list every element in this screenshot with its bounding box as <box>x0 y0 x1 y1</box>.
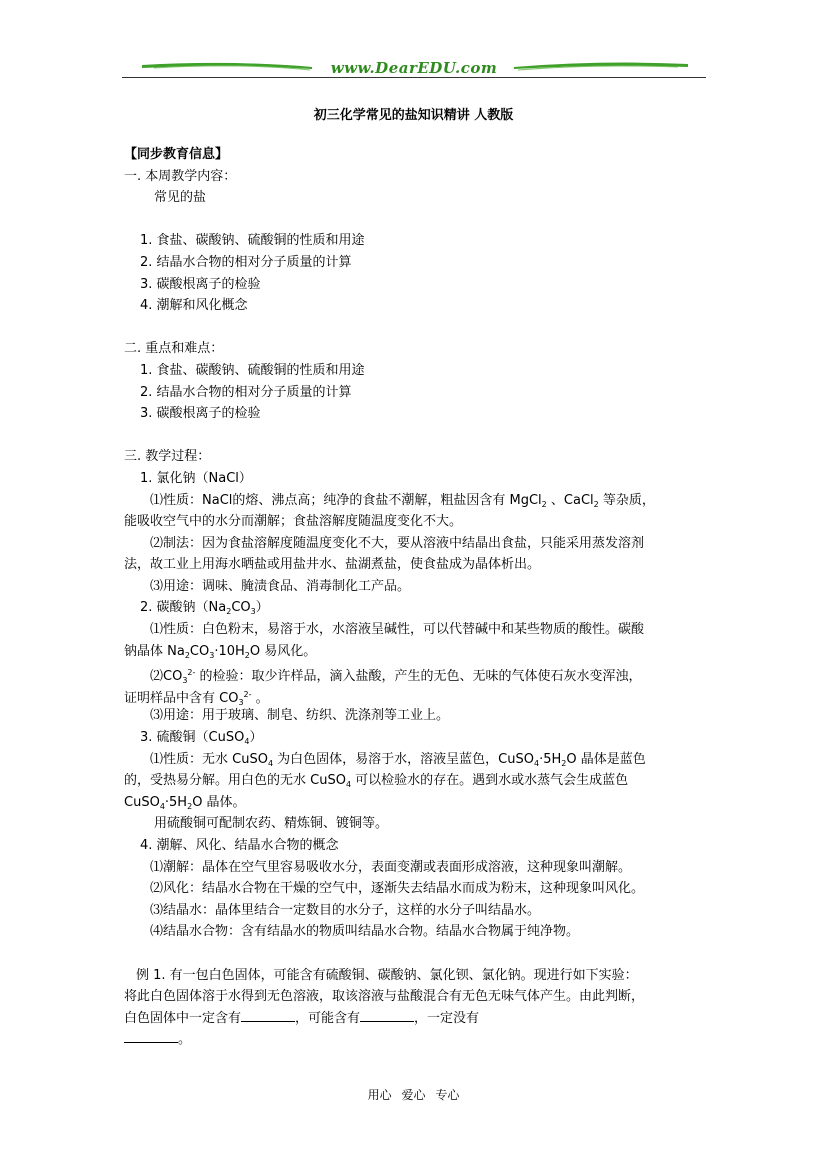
paragraph: ⑶用途：调味、腌渍食品、消毒制化工产品。 <box>150 578 411 594</box>
paragraph: ⑴性质：白色粉末，易溶于水，水溶液呈碱性，可以代替碱中和某些物质的酸性。碳酸 <box>150 622 645 638</box>
paragraph: ⑵制法：因为食盐溶解度随温度变化不大，要从溶液中结晶出食盐，只能采用蒸发溶剂 <box>150 535 645 551</box>
list-item: 2. 结晶水合物的相对分子质量的计算 <box>140 254 352 270</box>
example-question: 例 1. 有一包白色固体，可能含有硫酸铜、碳酸钠、氯化钡、氯化钠。现进行如下实验： <box>136 967 638 983</box>
paragraph: 能吸收空气中的水分而潮解；食盐溶解度随温度变化不大。 <box>124 514 463 530</box>
paragraph: ⑴性质：NaCl的熔、沸点高；纯净的食盐不潮解，粗盐因含有 MgCl$_2$ 、CaCl$_2$ 等杂质， <box>150 492 655 509</box>
page-footer <box>0 1086 827 1103</box>
list-item: 3. 碳酸根离子的检验 <box>140 276 261 292</box>
paragraph: 用硫酸铜可配制农药、精炼铜、镀铜等。 <box>154 816 389 832</box>
list-item: 3. 碳酸根离子的检验 <box>140 406 261 422</box>
paragraph: ⑵风化：结晶水合物在干燥的空气中，逐渐失去结晶水而成为粉末，这种现象叫风化。 <box>150 881 645 897</box>
paragraph: $⑵CO_3^{2-}$ 的检验：取少许样品，滴入盐酸，产生的无色、无味的气体使石灰水变浑浊， <box>150 668 642 686</box>
heading-3: 三. 教学过程： <box>124 449 211 465</box>
section-tag: 【同步教育信息】 <box>124 147 229 162</box>
section-nacl-title: 1. 氯化钠（NaCl） <box>140 470 252 486</box>
footer-text: 用心 <box>367 1088 392 1102</box>
topic: 常见的盐 <box>154 190 207 206</box>
paragraph: ⑶结晶水：晶体里结合一定数目的水分子，这样的水分子叫结晶水。 <box>150 902 541 918</box>
header-rule <box>122 77 706 78</box>
paragraph: 证明样品中含有 $CO_3^{2-}$ 。 <box>124 689 269 707</box>
list-item: 1. 食盐、碳酸钠、硫酸铜的性质和用途 <box>140 362 365 378</box>
section-concepts-title: 4. 潮解、风化、结晶水合物的概念 <box>140 838 339 853</box>
document-body <box>124 144 714 1051</box>
paragraph: 的，受热易分解。用白色的无水 CuSO$_4$ 可以检验水的存在。遇到水或水蒸气会生成蓝色 <box>124 773 629 790</box>
footer-text: 爱心 <box>401 1088 426 1102</box>
list-item: 1. 食盐、碳酸钠、硫酸铜的性质和用途 <box>140 233 365 249</box>
answer-blank <box>241 1009 295 1022</box>
section-cuso4-title: 3. 硫酸铜（CuSO$_4$） <box>140 730 263 747</box>
example-question: 。 <box>124 1029 714 1051</box>
section-na2co3-title: 2. 碳酸钠$(Na_2CO_3)$ <box>140 600 269 617</box>
site-header <box>122 56 706 82</box>
example-question: 白色固体中一定含有 ，可能含有 ，一定没有 <box>124 1010 480 1026</box>
paragraph: ⑷结晶水合物：含有结晶水的物质叫结晶水合物。结晶水合物属于纯净物。 <box>150 924 580 940</box>
footer-text: 专心 <box>435 1088 460 1102</box>
list-item: 4. 潮解和风化概念 <box>140 298 248 314</box>
paragraph: $CuSO_4\cdot 5H_2O$ 晶体。 <box>124 794 246 811</box>
paragraph: ⑴潮解：晶体在空气里容易吸收水分，表面变潮或表面形成溶液，这种现象叫潮解。 <box>150 859 632 875</box>
document-title: 初三化学常见的盐知识精讲 人教版 <box>313 108 514 123</box>
paragraph: 法，故工业上用海水晒盐或用盐井水、盐湖煮盐，使食盐成为晶体析出。 <box>124 557 541 573</box>
example-question: 将此白色固体溶于水得到无色溶液，取该溶液与盐酸混合有无色无味气体产生。由此判断， <box>124 989 645 1005</box>
answer-blank <box>360 1009 414 1022</box>
paragraph: 钠晶体 $Na_2CO_3\cdot 10H_2O$ 易风化。 <box>124 643 317 660</box>
paragraph: ⑴性质：无水 CuSO$_4$ 为白色固体，易溶于水，溶液呈蓝色，$CuSO_4\cdot 5H_2O$ 晶体是蓝色 <box>150 751 646 768</box>
heading-2: 二. 重点和难点： <box>124 341 224 357</box>
answer-blank <box>124 1030 178 1043</box>
site-name: www.DearEDU.com <box>330 59 498 77</box>
list-item: 2. 结晶水合物的相对分子质量的计算 <box>140 384 352 400</box>
heading-1: 一. 本周教学内容： <box>124 168 237 184</box>
paragraph: ⑶用途：用于玻璃、制皂、纺织、洗涤剂等工业上。 <box>150 708 450 724</box>
